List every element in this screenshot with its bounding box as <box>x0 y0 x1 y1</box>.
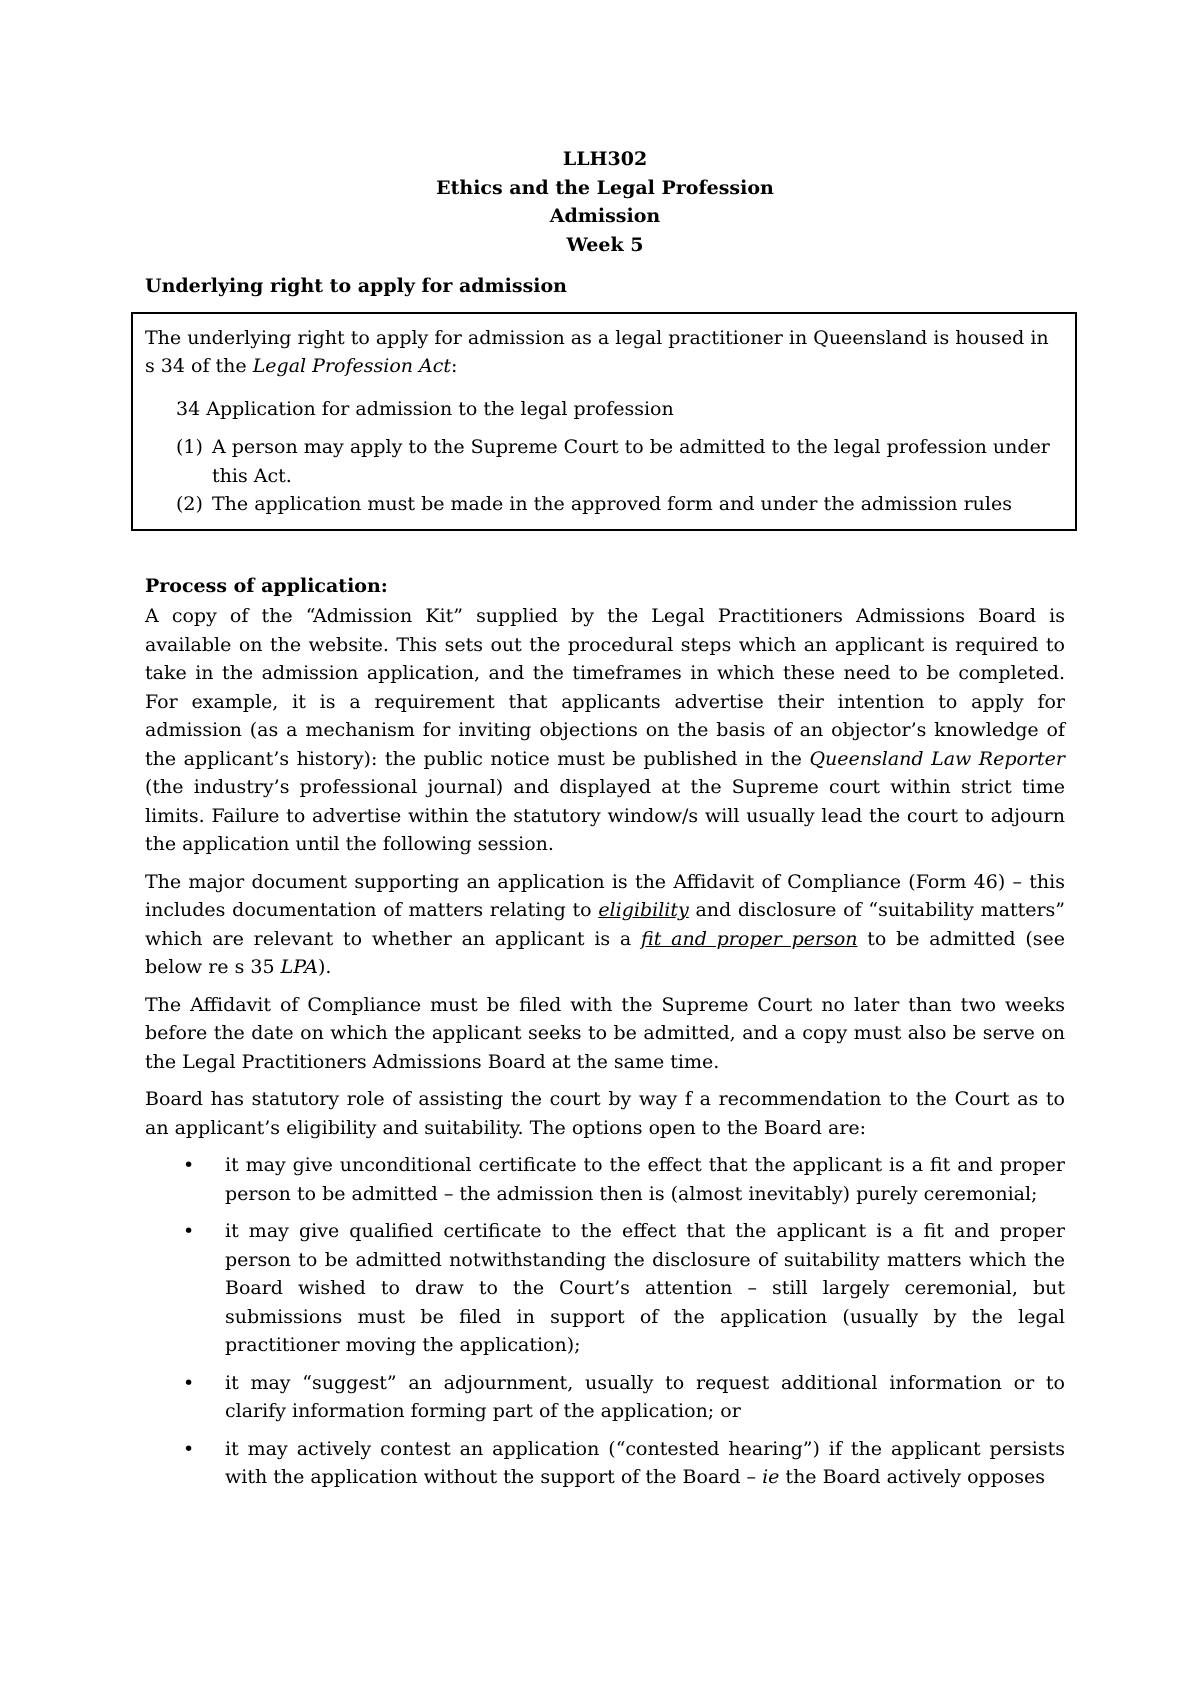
journal-name: Queensland Law Reporter <box>809 747 1066 770</box>
list-item <box>145 1217 1065 1360</box>
list-item-text-part: the Board actively opposes <box>779 1466 1046 1488</box>
subsection-text: The application must be made in the approved form and under the admission rules <box>212 493 1012 515</box>
subsection-text: A person may apply to the Supreme Court to be admitted to the legal profession under this Act. <box>212 436 1050 487</box>
document-header <box>145 145 1065 259</box>
list-item-text-part: it may actively contest an application (“contested hearing”) if the applicant persists with the application without the support of the Board – <box>225 1437 1065 1488</box>
list-item-text: it may give qualified certificate to the effect that the applicant is a fit and proper person to be admitted notwithstanding the disclosure of suitability matters which the Board wished to draw to the Court’s attention – still largely ceremonial, but submissions must be filed in support of the application (usually by the legal practitioner moving the application); <box>225 1220 1065 1356</box>
list-item <box>145 1369 1065 1426</box>
list-item-text <box>225 1435 1065 1492</box>
list-item <box>145 1435 1065 1492</box>
paragraph-affidavit <box>145 868 1065 982</box>
paragraph-text: A copy of the “Admission Kit” supplied by the Legal Practitioners Admissions Board is available on the website. This sets out the procedural steps which an applicant is required to take in the admission application, and the timeframes in which these need to be completed. For example, it is a requirement that applicants advertise their intention to apply for admission (as a mechanism for inviting objections on the basis of an objector’s knowledge of the applicant’s history): the public notice must be published in the <box>145 605 1065 770</box>
paragraph-admission-kit <box>145 602 1065 859</box>
paragraph-text: The major document supporting an application is the Affidavit of Compliance (Form 46) – this includes documentation of matters relating to <box>145 870 1065 921</box>
statute-intro-end: : <box>451 355 458 377</box>
paragraph-filing: The Affidavit of Compliance must be filed with the Supreme Court no later than two weeks before the date on which the applicant seeks to be admitted, and a copy must also be serve on the Legal Practitioners Admissions Board at the same time. <box>145 993 1065 1073</box>
course-code: LLH302 <box>562 148 648 170</box>
act-abbreviation: LPA <box>280 956 318 978</box>
section-heading-underlying-right: Underlying right to apply for admission <box>145 275 567 297</box>
document-body <box>145 145 1065 1501</box>
emphasis-eligibility: eligibility <box>598 899 689 921</box>
paragraph-text: ). <box>318 956 332 978</box>
paragraph-board-role: Board has statutory role of assisting the court by way f a recommendation to the Court as to an applicant’s eligibility and suitability. The options open to the Board are: <box>145 1088 1065 1139</box>
paragraph-text: to be admitted (see below re s 35 <box>145 927 1065 978</box>
act-name: Legal Profession Act <box>252 355 452 377</box>
bullet-icon: • <box>183 1437 195 1460</box>
week-label: Week 5 <box>566 233 644 256</box>
section-heading-process: Process of application: <box>145 574 388 597</box>
bullet-icon: • <box>183 1220 195 1242</box>
statute-box <box>131 312 1077 531</box>
paragraph-text: (the industry’s professional journal) and displayed at the Supreme court within strict time limits. Failure to advertise within the statutory window/s will usually lead the court to adjourn the application until the following session. <box>145 776 1065 855</box>
subsection-number: (2) <box>176 493 203 515</box>
statute-intro-text: The underlying right to apply for admission as a legal practitioner in Queensland is housed in s 34 of the <box>145 326 1049 377</box>
abbreviation-ie: ie <box>762 1466 780 1488</box>
subsection-number: (1) <box>176 436 203 458</box>
list-item <box>145 1151 1065 1208</box>
subsection-2 <box>176 490 1063 519</box>
topic-title: Admission <box>549 205 661 227</box>
emphasis-fit-and-proper: fit and proper person <box>641 927 858 950</box>
course-title: Ethics and the Legal Profession <box>436 176 774 199</box>
subsection-1 <box>176 433 1063 490</box>
board-options-list <box>145 1151 1065 1492</box>
section-34-title: 34 Application for admission to the legal profession <box>176 397 674 420</box>
bullet-icon: • <box>183 1371 195 1394</box>
statute-intro <box>145 324 1063 381</box>
list-item-text: it may give unconditional certificate to the effect that the applicant is a fit and proper person to be admitted – the admission then is (almost inevitably) purely ceremonial; <box>225 1154 1065 1205</box>
list-item-text: it may “suggest” an adjournment, usually to request additional information or to clarify information forming part of the application; or <box>225 1371 1065 1422</box>
paragraph-text: and disclosure of “suitability matters” which are relevant to whether an applicant is a <box>145 899 1066 950</box>
bullet-icon: • <box>183 1154 195 1176</box>
